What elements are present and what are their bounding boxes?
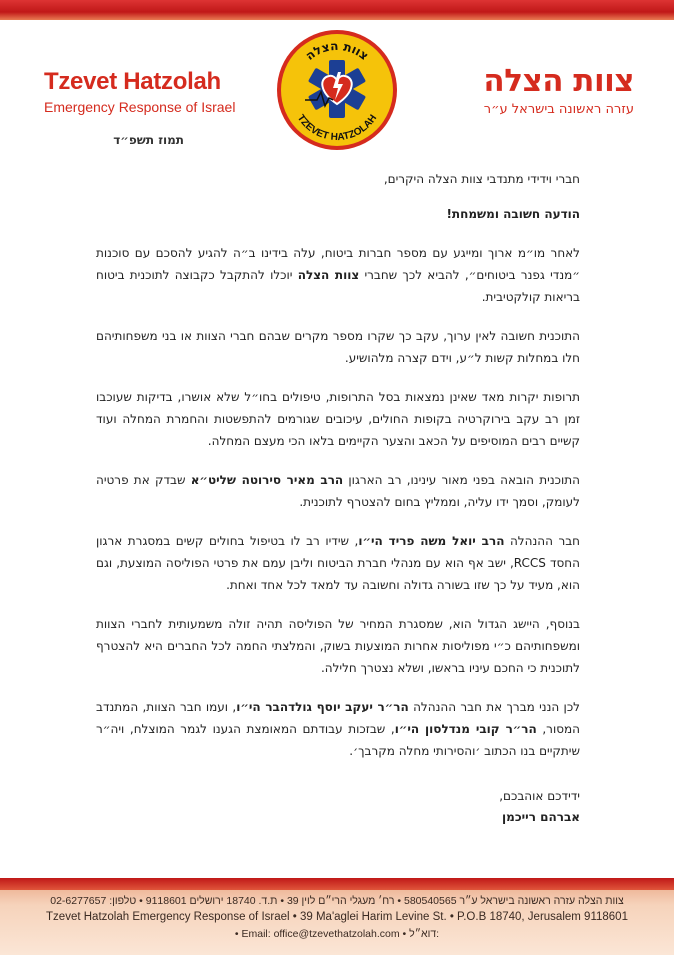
- footer-hebrew-address: צוות הצלה עזרה ראשונה בישראל ע״ר 580540565 • רח׳ מעגלי הרי״ם לוין 39 • ת.ד. 18740 ירושלים 9118601 • טלפון: 02-6277657: [50, 895, 624, 907]
- english-org-tagline: Emergency Response of Israel: [44, 99, 236, 115]
- footer-english-address: Tzevet Hatzolah Emergency Response of Israel • 39 Ma'aglei Harim Levine St. • P.O.B 18740, Jerusalem 9118601: [46, 911, 628, 923]
- paragraph-importance: התוכנית חשובה לאין ערוך, עקב כך שקרו מספר מקרים שבהם חברי הצוות או בני משפחותיהם חלו במחלות קשות ל״ע, וידם קצרה מלהושיע.: [96, 329, 580, 365]
- paragraph-thanks: לכן הנני מברך את חבר ההנהלה הר״ר יעקב יוסף גולדהבר הי״ו, ועמו חבר הצוות, המתנדב המסור, הר״ר קובי מנדלסון הי״ו, שבזכות עבודתם המאומצת הגענו לגמר המוצלח, ויה״ר שיתקיים בנו הכתוב ׳והסירותי מחלה מקרבך׳.: [96, 700, 580, 758]
- hebrew-letterhead: [483, 63, 634, 117]
- footer-color-band: [0, 878, 674, 890]
- english-org-name: Tzevet Hatzolah: [44, 68, 221, 95]
- letter-date: תמוז תשפ״ד: [113, 133, 184, 147]
- thanks-name-1-bold: הר״ר יעקב יוסף גולדהבר הי״ו: [236, 700, 409, 714]
- paragraph-treatments: תרופות יקרות מאד שאינן נמצאות בסל התרופות, טיפולים בחו״ל שלא אושרו, בדיקות שעוכבו זמן רב עקב בירוקרטיה בקופות החולים, עיכובים שגורמים להתפשטות והחמרת המחלה ועוד קשיים רבים המוסיפים על הכאב והצער הקיימים בלאו הכי מעצם המחלה.: [96, 390, 580, 448]
- letter-greeting: חברי וידידי מתנדבי צוות הצלה היקרים,: [383, 172, 580, 186]
- hebrew-org-name: צוות הצלה: [483, 63, 634, 99]
- logo-top-text: צוות הצלה: [302, 38, 372, 64]
- hebrew-org-tagline: עזרה ראשונה בישראל ע״ר: [483, 102, 634, 117]
- letter-headline: הודעה חשובה ומשמחת!: [446, 207, 580, 221]
- signatory-name: אברהם רייכמן: [502, 810, 580, 824]
- tzevet-hatzolah-logo: [275, 28, 399, 152]
- letter-body: [96, 168, 580, 828]
- paragraph-rabbi-approval: התוכנית הובאה בפני מאור עינינו, רב הארגון הרב מאיר סירוטה שליט״א שבדק את פרטיה לעומק, וסמך ידו עליה, וממליץ בחום להצטרף לתוכנית.: [96, 473, 580, 509]
- board-member-name-bold: הרב יואל משה פריד הי״ו: [358, 534, 505, 548]
- top-color-band: [0, 0, 674, 20]
- paragraph-agreement: לאחר מו״מ ארוך ומייגע עם מספר חברות ביטוח, עלה בידינו ב״ה להגיע להסכם עם סוכנות ״מנדי גפנר ביטוחים״, להביא לכך שחברי צוות הצלה יוכלו להתקבל כקבוצה לתוכנית ביטוח בריאות קולקטיבית.: [96, 246, 581, 304]
- paragraph-board-member: חבר ההנהלה הרב יואל משה פריד הי״ו, שידיו רב לו בטיפול בחולים קשים במסגרת ארגון החסד RCCS, ישב אף הוא עם מנהלי חברת הביטוח וליבן עמם את פרטי הפוליסה המוצעת, וגם הוא, מעיד על כך שזו בשורה גדולה וחשובה עד למאד לכל אחד ואחת.: [96, 534, 580, 592]
- logo-bottom-text: TZEVET HATZOLAH: [294, 112, 380, 144]
- footer: [0, 878, 674, 955]
- signature-block: [96, 786, 580, 828]
- closing-line: ידידכם אוהבכם,: [499, 789, 580, 803]
- english-letterhead: [44, 70, 234, 115]
- thanks-name-2-bold: הר״ר קובי מנדלסון הי״ו: [394, 722, 537, 736]
- paragraph-price: בנוסף, היישג הגדול הוא, שמסגרת המחיר של הפוליסה תהיה זולה משמעותית לחברי הצוות ומשפחותיהם כ״י מפוליסות אחרות המוצעות בשוק, והמלצתי החמה לכל החברים היא להצטרף לתוכנית כי החכם עיניו בראשו, ושלא נצטרך חלילה.: [96, 617, 580, 675]
- org-name-bold: צוות הצלה: [297, 268, 360, 282]
- rabbi-name-bold: הרב מאיר סירוטה שליט״א: [190, 473, 344, 487]
- footer-email: • Email: office@tzevethatzolah.com • דוא״ל:: [234, 928, 440, 940]
